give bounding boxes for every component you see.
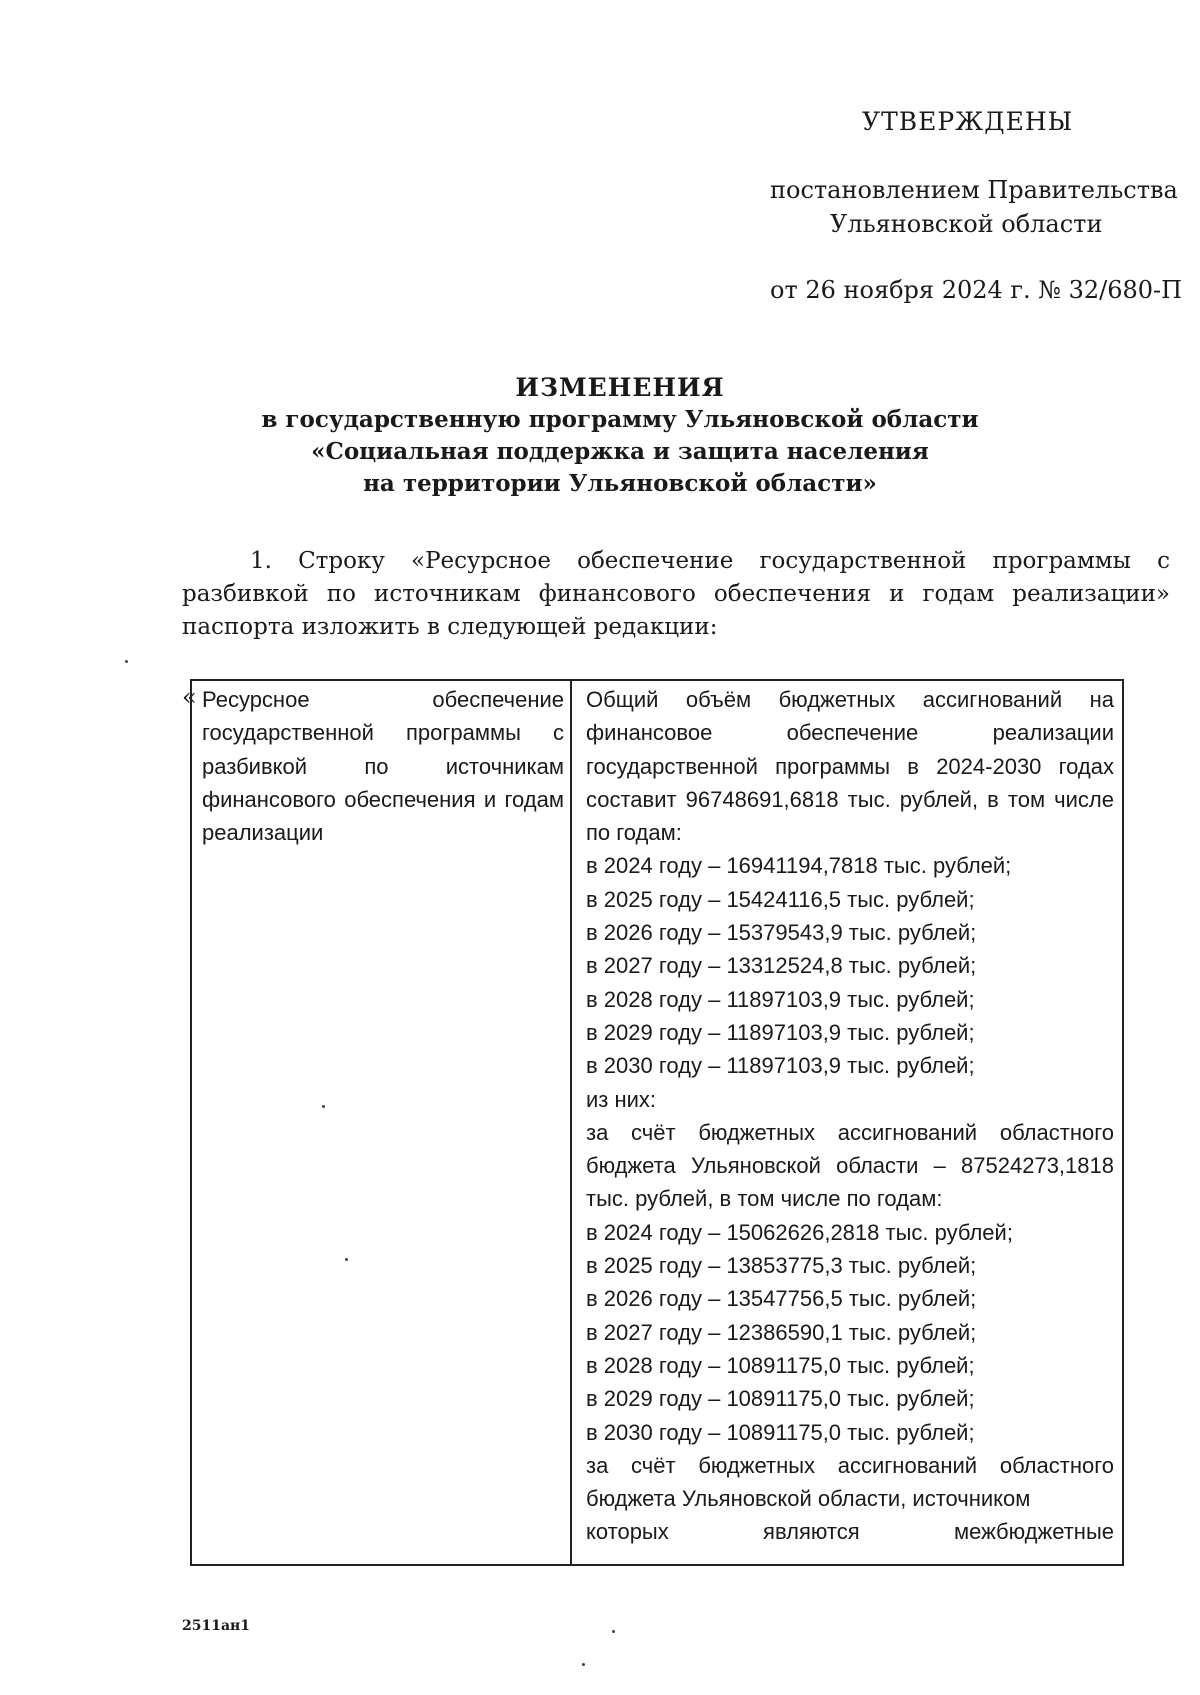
regional-budget-text: за счёт бюджетных ассигнований областного бюджета Ульяновской области – 87524273,1818 тыс. рублей, в том числе по годам: [586,1119,1114,1212]
table-right-cell [572,681,1122,1564]
scan-speck [125,660,128,663]
document-heading [170,372,1070,500]
approval-issuer: постановлением Правительства [770,176,1178,204]
document-title: ИЗМЕНЕНИЯ [515,373,725,402]
year-amount-row: в 2028 году – 11897103,9 тыс. рублей; [586,986,975,1012]
of-them-label: из них: [586,1086,657,1112]
year-amount-row: в 2026 году – 15379543,9 тыс. рублей; [586,920,977,946]
year-amount-row: в 2029 году – 10891175,0 тыс. рублей; [586,1386,975,1412]
document-code: 2511ан1 [182,1618,251,1634]
year-amount-row: в 2024 году – 16941194,7818 тыс. рублей; [586,853,1012,879]
document-subtitle-2: «Социальная поддержка и защита населения [311,438,929,465]
resource-table [190,679,1124,1566]
year-amount-row: в 2026 году – 13547756,5 тыс. рублей; [586,1286,977,1312]
regional-years-list [586,1216,1114,1449]
amendment-paragraph: 1. Строку «Ресурсное обеспечение государственной программы с разбивкой по источникам финансового обеспечения и годам реализации» паспорта изложить в следующей редакции: [182,548,1170,640]
approval-date-number: от 26 ноября 2024 г. № 32/680-П [770,276,1183,304]
opening-quote: « [182,683,197,711]
scan-speck [322,1105,325,1108]
document-subtitle-1: в государственную программу Ульяновской области [261,406,979,433]
year-amount-row: в 2030 году – 10891175,0 тыс. рублей; [586,1419,975,1445]
scan-speck [345,1258,348,1261]
approval-title: УТВЕРЖДЕНЫ [862,107,1074,136]
total-budget-text: Общий объём бюджетных ассигнований на финансовое обеспечение реализации государственной программы в 2024-2030 годах составит 96748691,6818 тыс. рублей, в том числе по годам: [586,687,1114,846]
transfers-text-continued: которых являются межбюджетные [586,1519,1114,1545]
scan-speck [582,1663,585,1666]
year-amount-row: в 2025 году – 13853775,3 тыс. рублей; [586,1253,977,1279]
document-subtitle-3: на территории Ульяновской области» [363,470,877,497]
table-left-cell: Ресурсное обеспечение государственной программы с разбивкой по источникам финансового обеспечения и годам реализации [192,681,572,1564]
year-amount-row: в 2028 году – 10891175,0 тыс. рублей; [586,1352,975,1378]
scan-speck [612,1630,615,1633]
year-amount-row: в 2030 году – 11897103,9 тыс. рублей; [586,1053,975,1079]
year-amount-row: в 2029 году – 11897103,9 тыс. рублей; [586,1019,975,1045]
year-amount-row: в 2024 году – 15062626,2818 тыс. рублей; [586,1219,1013,1245]
total-years-list [586,849,1114,1082]
year-amount-row: в 2027 году – 12386590,1 тыс. рублей; [586,1319,977,1345]
year-amount-row: в 2025 году – 15424116,5 тыс. рублей; [586,886,975,912]
transfers-text: за счёт бюджетных ассигнований областного бюджета Ульяновской области, источником [586,1452,1114,1512]
year-amount-row: в 2027 году – 13312524,8 тыс. рублей; [586,953,977,979]
approval-region: Ульяновской области [830,210,1103,238]
